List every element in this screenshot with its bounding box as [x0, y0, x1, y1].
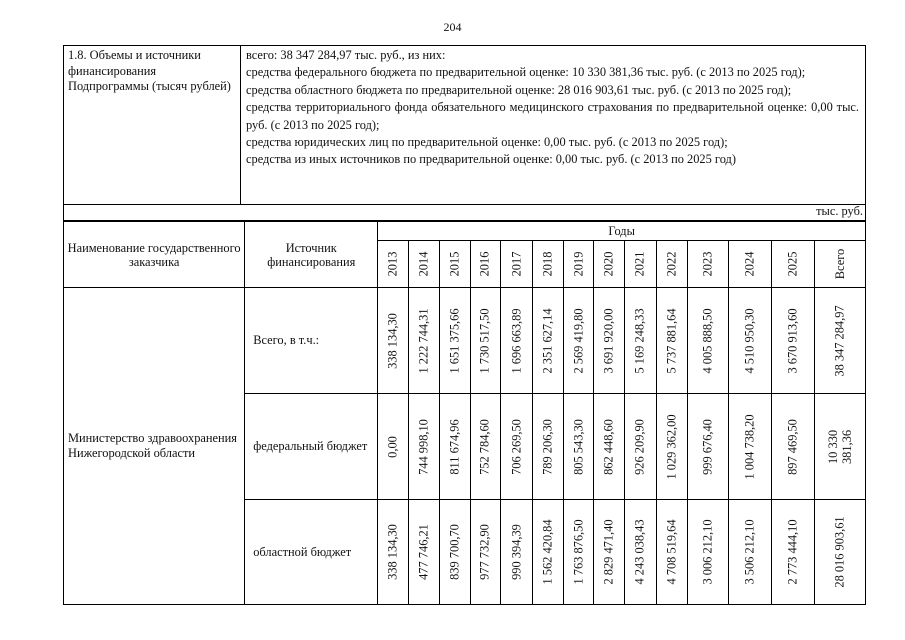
value-text: 338 134,30: [385, 524, 400, 580]
value-text: 4 708 519,64: [664, 519, 679, 585]
year-column-header: [532, 241, 563, 288]
value-text: 752 784,60: [477, 418, 492, 475]
value-cell: [501, 394, 533, 500]
value-cell: [728, 500, 771, 605]
passport-line-regional: средства областного бюджета по предварительной оценке: 28 016 903,61 тыс. руб. (с 2013 по 2025 год);: [246, 82, 792, 97]
value-cell: [771, 394, 814, 500]
passport-label: 1.8. Объемы и источники финансирования Подпрограммы (тысяч рублей): [64, 46, 241, 204]
year-column-header: [594, 241, 625, 288]
year-label: 2024: [742, 251, 757, 277]
year-label: 2021: [632, 251, 647, 277]
source-name: федеральный бюджет: [245, 394, 378, 500]
year-label: Всего: [832, 248, 847, 280]
passport-text: [242, 46, 865, 204]
value-text: 4 005 888,50: [700, 307, 715, 374]
value-text: 1 763 876,50: [571, 519, 586, 585]
value-cell: [687, 500, 728, 605]
source-name: Всего, в т.ч.:: [245, 288, 378, 394]
page-number: 204: [443, 20, 462, 34]
passport-line-other-sources: средства из иных источников по предварительной оценке: 0,00 тыс. руб. (с 2013 по 2025 год): [246, 152, 736, 167]
year-label: 2019: [571, 251, 586, 277]
value-text: 5 169 248,33: [632, 307, 647, 374]
value-text: 789 206,30: [540, 418, 555, 475]
year-column-header: [687, 241, 728, 288]
value-text: 1 730 517,50: [477, 307, 492, 374]
value-text: 10 330 381,36: [825, 429, 854, 464]
value-text: 1 562 420,84: [540, 519, 555, 585]
value-cell: [814, 288, 865, 394]
value-text: 1 222 744,31: [416, 307, 431, 374]
value-text: 3 506 212,10: [742, 519, 757, 585]
passport-line-insurance-fund: средства территориального фонда обязательного медицинского страхования по предварительной оценке: 0,00 тыс. руб. (с 2013 по 2025 год);: [246, 100, 859, 132]
value-text: 926 209,90: [632, 418, 647, 475]
value-text: 811 674,96: [447, 418, 462, 475]
value-text: 1 696 663,89: [509, 307, 524, 374]
value-cell: [594, 394, 625, 500]
value-cell: [728, 394, 771, 500]
value-cell: [563, 500, 594, 605]
year-label: 2018: [540, 251, 555, 277]
value-cell: [563, 288, 594, 394]
value-text: 706 269,50: [509, 418, 524, 475]
value-cell: [501, 500, 533, 605]
value-text: 990 394,39: [509, 524, 524, 580]
value-text: 28 016 903,61: [832, 516, 847, 588]
year-label: 2023: [700, 251, 715, 277]
value-cell: [409, 288, 440, 394]
header-customer: Наименование государственного заказчика: [64, 222, 245, 288]
year-label: 2025: [785, 251, 800, 277]
year-column-header: [439, 241, 470, 288]
unit-row: [63, 203, 866, 221]
value-cell: [439, 500, 470, 605]
value-text: 4 510 950,30: [742, 307, 757, 374]
value-text: 4 243 038,43: [632, 519, 647, 585]
financing-table: [63, 221, 866, 605]
value-cell: [439, 394, 470, 500]
year-column-header: [814, 241, 865, 288]
value-cell: [814, 500, 865, 605]
value-cell: [625, 500, 657, 605]
value-text: 999 676,40: [700, 418, 715, 475]
unit-label: тыс. руб.: [816, 204, 863, 218]
value-text: 3 006 212,10: [700, 519, 715, 585]
customer-name: Министерство здравоохранения Нижегородской области: [64, 288, 245, 605]
value-text: 1 004 738,20: [742, 413, 757, 480]
value-cell: [532, 288, 563, 394]
source-name: областной бюджет: [245, 500, 378, 605]
value-text: 744 998,10: [416, 418, 431, 475]
table-row: [64, 288, 866, 394]
value-text: 977 732,90: [477, 524, 492, 580]
value-cell: [771, 500, 814, 605]
value-cell: [594, 500, 625, 605]
value-text: 2 351 627,14: [540, 307, 555, 374]
value-text: 1 029 362,00: [664, 413, 679, 480]
value-cell: [378, 288, 409, 394]
passport-line-legal-entities: средства юридических лиц по предварительной оценке: 0,00 тыс. руб. (с 2013 по 2025 год);: [246, 135, 728, 150]
value-cell: [656, 500, 687, 605]
year-label: 2022: [664, 251, 679, 277]
year-label: 2015: [447, 251, 462, 277]
value-cell: [656, 394, 687, 500]
value-text: 2 829 471,40: [601, 519, 616, 585]
value-text: 2 773 444,10: [785, 519, 800, 585]
value-text: 0,00: [385, 435, 400, 458]
year-label: 2017: [509, 251, 524, 277]
value-text: 2 569 419,80: [571, 307, 586, 374]
value-cell: [532, 394, 563, 500]
year-column-header: [501, 241, 533, 288]
header-source: Источник финансирования: [245, 222, 378, 288]
year-column-header: [470, 241, 501, 288]
value-text: 805 543,30: [571, 418, 586, 475]
value-cell: [625, 288, 657, 394]
header-row: [64, 222, 866, 241]
value-cell: [563, 394, 594, 500]
value-text: 3 691 920,00: [601, 307, 616, 374]
value-cell: [656, 288, 687, 394]
value-cell: [771, 288, 814, 394]
value-cell: [378, 500, 409, 605]
year-label: 2016: [477, 251, 492, 277]
value-cell: [687, 288, 728, 394]
value-cell: [470, 394, 501, 500]
year-column-header: [563, 241, 594, 288]
year-label: 2020: [601, 251, 616, 277]
value-cell: [501, 288, 533, 394]
year-column-header: [656, 241, 687, 288]
year-label: 2013: [385, 251, 400, 277]
year-column-header: [378, 241, 409, 288]
value-text: 862 448,60: [601, 418, 616, 475]
value-text: 38 347 284,97: [832, 304, 847, 377]
passport-line-total: всего: 38 347 284,97 тыс. руб., из них:: [246, 48, 446, 62]
document-frame: [63, 45, 866, 603]
value-cell: [409, 394, 440, 500]
value-cell: [470, 288, 501, 394]
year-column-header: [409, 241, 440, 288]
year-column-header: [728, 241, 771, 288]
value-text: 3 670 913,60: [785, 307, 800, 374]
year-column-header: [771, 241, 814, 288]
value-cell: [687, 394, 728, 500]
value-text: 338 134,30: [385, 312, 400, 369]
value-cell: [378, 394, 409, 500]
year-column-header: [625, 241, 657, 288]
value-cell: [439, 288, 470, 394]
year-label: 2014: [416, 251, 431, 277]
value-text: 477 746,21: [416, 524, 431, 580]
value-text: 1 651 375,66: [447, 307, 462, 374]
value-text: 839 700,70: [447, 524, 462, 580]
value-text: 897 469,50: [785, 418, 800, 475]
value-cell: [814, 394, 865, 500]
value-cell: [470, 500, 501, 605]
value-cell: [409, 500, 440, 605]
passport-line-federal: средства федерального бюджета по предварительной оценке: 10 330 381,36 тыс. руб. (с 2013 по 2025 год);: [246, 65, 806, 80]
passport-section: [63, 45, 866, 205]
header-years: Годы: [378, 222, 866, 241]
value-cell: [594, 288, 625, 394]
value-text: 5 737 881,64: [664, 307, 679, 374]
value-cell: [728, 288, 771, 394]
value-cell: [532, 500, 563, 605]
value-cell: [625, 394, 657, 500]
